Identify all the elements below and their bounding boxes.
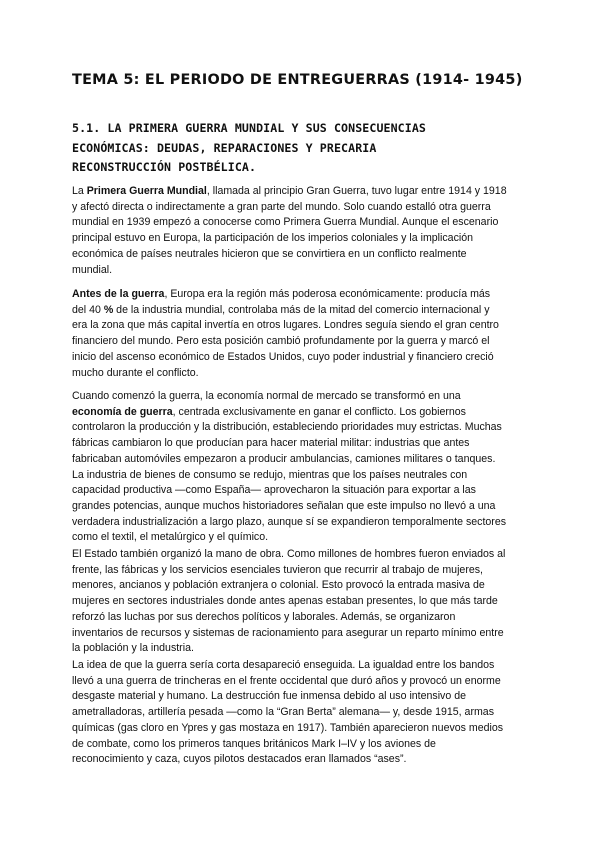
text-line	[72, 389, 536, 405]
text-run: controlaron la producción y la distribución, estableciendo prioridades muy estrictas. Muchas	[72, 421, 502, 434]
text-run: , centrada exclusivamente en ganar el conflicto. Los gobiernos	[172, 405, 466, 418]
text-line	[72, 610, 536, 626]
text-run: mundial en 1939 empezó a conocerse como Primera Guerra Mundial. Aunque el escenario	[72, 216, 499, 229]
bold-text: Primera Guerra Mundial	[86, 185, 207, 197]
text-run: desgaste material y humano. La destrucción fue inmensa debido al uso intensivo de	[72, 690, 466, 703]
text-line	[72, 483, 536, 499]
paragraph-mano-de-obra	[72, 547, 536, 657]
section-heading-line: ECONÓMICAS: DEUDAS, REPARACIONES Y PRECARIA	[72, 140, 377, 155]
text-line	[72, 184, 536, 200]
text-run: Cuando comenzó la guerra, la economía normal de mercado se transformó en una	[72, 390, 461, 402]
text-run: la población y la industria.	[72, 642, 194, 655]
text-run: grandes potencias, aunque muchos historiadores señalan que este impulso no llevó a una	[72, 499, 496, 512]
text-line	[72, 334, 536, 350]
text-run: llevó a una guerra de trincheras en el frente occidental que duró años y provocó un enorme	[72, 674, 501, 687]
text-run: verdadera industrialización a largo plazo, aunque sí se expandieron temporalmente sectores	[72, 515, 507, 528]
text-run: principal estuvo en Europa, la participación de los imperios coloniales y la implicación	[72, 232, 474, 245]
text-line	[72, 674, 536, 690]
text-run: La idea de que la guerra sería corta desapareció enseguida. La igualdad entre los bandos	[72, 659, 495, 671]
bold-text: economía de guerra	[72, 405, 173, 418]
text-line	[72, 752, 536, 768]
text-line	[72, 468, 536, 484]
text-run: como el textil, el metalúrgico y el químico.	[72, 531, 269, 544]
text-run: inventarios de recursos y sistemas de racionamiento para asegurar un reparto mínimo entre	[72, 626, 504, 639]
text-line	[72, 641, 536, 657]
text-run: La industria de bienes de consumo se redujo, mientras que los países neutrales con	[72, 468, 468, 481]
text-line	[72, 563, 536, 579]
paragraph-antes-de-la-guerra	[72, 287, 536, 381]
section-heading	[72, 119, 492, 178]
text-run: reconocimiento y caza, cuyos pilotos destacados eran llamados “ases”.	[72, 753, 407, 766]
text-line	[72, 547, 536, 563]
text-line	[72, 530, 536, 546]
text-run: mucho durante el conflicto.	[72, 366, 199, 379]
text-line	[72, 287, 536, 303]
text-line	[72, 366, 536, 382]
text-run: menores, ancianos y población extranjera o colonial. Esto provocó la entrada masiva de	[72, 579, 485, 592]
text-line	[72, 303, 536, 319]
text-line	[72, 658, 536, 674]
text-run: fabricaban automóviles empezaron a producir ambulancias, camiones militares o tanques.	[72, 452, 496, 465]
text-run: , Europa era la región más poderosa económicamente: producía más	[164, 288, 491, 300]
text-line	[72, 405, 536, 421]
text-run: capacidad productiva —como España— aprovecharon la situación para exportar a las	[72, 484, 476, 497]
paragraph-guerra-de-trincheras	[72, 658, 536, 768]
text-run: químicas (gas cloro en Ypres y gas mostaza en 1917). También aparecieron nuevos medios	[72, 721, 504, 734]
text-line	[72, 721, 536, 737]
text-run: ametralladoras, artillería pesada —como la “Gran Berta” alemana— y, desde 1915, armas	[72, 706, 494, 719]
text-run: era la zona que más capital invertía en otros lugares. Londres seguía siendo el gran centro	[72, 319, 499, 332]
text-run: , llamada al principio Gran Guerra, tuvo lugar entre 1914 y 1918	[206, 185, 507, 197]
text-run: y afectó directa o indirectamente a gran parte del mundo. Solo cuando estalló otra guerra	[72, 200, 491, 213]
text-line	[72, 420, 536, 436]
text-run: económica de países neutrales hicieron que se convirtiera en un conflicto realmente	[72, 247, 467, 260]
text-line	[72, 737, 536, 753]
text-line	[72, 689, 536, 705]
text-line	[72, 350, 536, 366]
text-run: mundial.	[72, 263, 113, 276]
text-run: de la industria mundial, controlaba más de la mitad del comercio internacional y	[113, 303, 490, 316]
text-line	[72, 452, 536, 468]
text-line	[72, 515, 536, 531]
text-run: reforzó las luchas por sus derechos políticos y laborales. Además, se organizaron	[72, 610, 456, 623]
text-line	[72, 705, 536, 721]
text-line	[72, 594, 536, 610]
text-run: inicio del ascenso económico de Estados Unidos, cuyo poder industrial y financiero creció	[72, 350, 494, 363]
text-run: del 40	[72, 303, 104, 316]
text-line	[72, 231, 536, 247]
text-line	[72, 318, 536, 334]
text-line	[72, 263, 536, 279]
text-run: El Estado también organizó la mano de obra. Como millones de hombres fueron enviados al	[72, 548, 506, 560]
text-line	[72, 626, 536, 642]
text-line	[72, 200, 536, 216]
paragraph-economia-de-guerra	[72, 389, 536, 546]
text-run: financiero del mundo. Pero esta posición cambió profundamente por la guerra y marcó el	[72, 335, 490, 348]
bold-text: %	[103, 303, 114, 316]
text-run: de combate, como los primeros tanques británicos Mark I–IV y los aviones de	[72, 737, 436, 750]
text-line	[72, 215, 536, 231]
section-heading-line: 5.1. LA PRIMERA GUERRA MUNDIAL Y SUS CONSECUENCIAS	[72, 121, 427, 135]
text-line	[72, 247, 536, 263]
text-line	[72, 578, 536, 594]
document-title: TEMA 5: EL PERIODO DE ENTREGUERRAS (1914- 1945)	[72, 72, 523, 88]
text-line	[72, 499, 536, 515]
text-run: mujeres en sectores industriales donde antes apenas estaban presentes, lo que más tarde	[72, 595, 498, 608]
text-line	[72, 436, 536, 452]
section-heading-line: RECONSTRUCCIÓN POSTBÉLICA.	[72, 160, 257, 174]
bold-text: Antes de la guerra	[72, 288, 165, 300]
text-run: frente, las fábricas y los servicios esenciales tuvieron que recurrir al trabajo de mujeres,	[72, 563, 483, 576]
paragraph-primera-guerra-mundial	[72, 184, 536, 278]
text-run: fábricas cambiaron lo que producían para hacer material militar: industrias que antes	[72, 437, 470, 450]
text-run: La	[72, 185, 87, 197]
